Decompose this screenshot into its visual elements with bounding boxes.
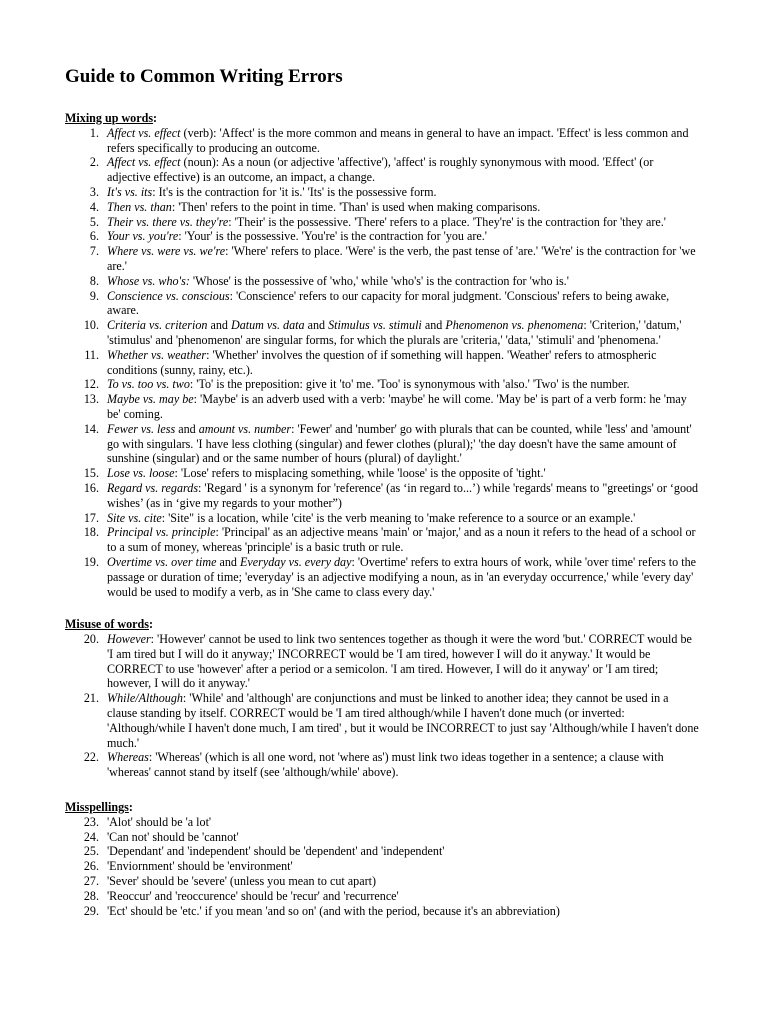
term-italic: Principal vs. principle [107, 525, 216, 540]
term-italic: It's vs. its [107, 184, 153, 199]
item-number: 8. [89, 273, 99, 288]
item-number: 28. [83, 888, 99, 903]
list-item [65, 889, 700, 904]
item-text-run: : 'Their' is the possessive. 'There' refers to a place. 'They're' is the contraction for 'they are.' [228, 214, 666, 229]
item-number: 11. [84, 347, 99, 362]
item-text-run: and [175, 421, 199, 436]
item-text-run: : 'Principal' as an adjective means 'main' or 'major,' and as a noun it refers to the head of a school or to a sum of money, whereas 'principle' is a basic truth or rule. [107, 525, 696, 555]
item-text-run: : 'Whereas' (which is all one word, not 'where as') must link two ideas together in a sentence; a clause with 'whereas' cannot stand by itself (see 'although/while' above). [107, 750, 664, 780]
item-text [107, 815, 700, 830]
list-item [65, 215, 700, 230]
term-italic: Site vs. cite [107, 510, 162, 525]
item-text [107, 377, 700, 392]
item-text [107, 632, 700, 691]
item-number: 17. [83, 510, 99, 525]
item-text [107, 348, 700, 378]
list-item [65, 200, 700, 215]
section-heading: Mixing up words: [65, 111, 158, 125]
section-1 [65, 111, 700, 599]
list-item [65, 185, 700, 200]
item-text-run: 'Sever' should be 'severe' (unless you mean to cut apart) [107, 874, 376, 889]
term-italic: To vs. too vs. two [107, 377, 190, 392]
list-item [65, 466, 700, 481]
document-sections [65, 111, 700, 918]
item-text [107, 555, 700, 599]
term-italic: Datum vs. data [230, 318, 305, 333]
item-text-run: 'Whose' is the possessive of 'who,' while 'who's' is the contraction for 'who is.' [189, 273, 569, 288]
item-text [107, 859, 700, 874]
item-number: 16. [83, 480, 99, 495]
section-heading-text: Mixing up words [65, 111, 154, 125]
item-text [107, 244, 700, 274]
section-2 [65, 617, 700, 780]
item-text-run: (noun): As a noun (or adjective 'affective'), 'affect' is roughly synonymous with mood. 'Effect' (or adjective effective) is an outcome, an impact, a change. [107, 155, 654, 185]
list-item [65, 422, 700, 466]
term-italic: Fewer vs. less [107, 421, 176, 436]
item-text-run: 'Alot' should be 'a lot' [107, 814, 212, 829]
item-text [107, 844, 700, 859]
item-text-run: (verb): 'Affect' is the more common and means in general to have an impact. 'Effect' is less common and refers specifically to producing an outcome. [107, 125, 689, 155]
term-italic: Affect vs. effect [107, 125, 181, 140]
term-italic: Then vs. than [107, 199, 172, 214]
list-item [65, 874, 700, 889]
item-number: 3. [89, 184, 99, 199]
section-heading: Misuse of words: [65, 617, 154, 632]
item-list [65, 632, 700, 780]
item-text [107, 200, 700, 215]
item-number: 20. [83, 632, 99, 647]
item-number: 22. [83, 750, 99, 765]
term-italic: Overtime vs. over time [107, 554, 217, 569]
item-text [107, 691, 700, 750]
item-text-run: and [207, 318, 231, 333]
term-italic: Stimulus vs. stimuli [328, 318, 422, 333]
item-text [107, 874, 700, 889]
section-3 [65, 800, 700, 918]
term-italic: Affect vs. effect [107, 155, 181, 170]
item-text-run: : It's is the contraction for 'it is.' 'Its' is the possessive form. [152, 184, 437, 199]
item-text-run: and [216, 554, 240, 569]
section-heading-text: Misuse of words [65, 617, 149, 632]
item-number: 13. [83, 392, 99, 407]
item-text [107, 904, 700, 919]
list-item [65, 274, 700, 289]
item-number: 29. [83, 903, 99, 918]
item-text [107, 185, 700, 200]
item-number: 27. [83, 874, 99, 889]
term-italic: Whose vs. who's: [107, 273, 190, 288]
item-text [107, 126, 700, 156]
list-item [65, 525, 700, 555]
item-text-run: : 'While' and 'although' are conjunctions and must be linked to another idea; they cannot be used in a clause standing by itself. CORRECT would be 'I am tired although/while I haven't done much (or inverted: 'Although/while I haven't done much, I am tired' , but it would be INCORRECT to just say 'Although/while I haven't done much.' [107, 691, 699, 750]
item-number: 26. [83, 859, 99, 874]
section-heading: Misspellings: [65, 800, 133, 815]
item-text [107, 274, 700, 289]
item-text [107, 830, 700, 845]
item-number: 25. [83, 844, 99, 859]
item-number: 23. [83, 814, 99, 829]
list-item [65, 289, 700, 319]
item-text [107, 889, 700, 904]
term-italic: Where vs. were vs. we're [107, 244, 226, 259]
list-item [65, 126, 700, 156]
item-number: 5. [89, 214, 99, 229]
item-number: 4. [89, 199, 99, 214]
item-text-run: : 'To' is the preposition: give it 'to' me. 'Too' is synonymous with 'also.' 'Two' is the number. [189, 377, 630, 392]
item-text-run: : 'Conscience' refers to our capacity for moral judgment. 'Conscious' refers to being awake, aware. [107, 288, 670, 318]
list-item [65, 830, 700, 845]
item-number: 24. [83, 829, 99, 844]
list-item [65, 348, 700, 378]
item-text-run: : 'Where' refers to place. 'Were' is the verb, the past tense of 'are.' 'We're' is the contraction for 'we are.' [107, 244, 696, 273]
item-text [107, 318, 700, 348]
list-item [65, 904, 700, 919]
item-text [107, 750, 700, 780]
item-text-run: : 'Overtime' refers to extra hours of work, while 'over time' refers to the passage or duration of time; 'everyday' is an adjective modifying a noun, as in 'an everyday occurrence,' while 'every day' would be used to modify a verb, as in 'She came to class every day.' [107, 554, 697, 599]
list-item [65, 844, 700, 859]
item-text [107, 289, 700, 319]
list-item [65, 377, 700, 392]
document-title: Guide to Common Writing Errors [65, 66, 343, 87]
list-item [65, 155, 700, 185]
term-italic: Whereas [107, 750, 149, 765]
item-text-run: : 'Fewer' and 'number' go with plurals that can be counted, while 'less' and 'amount' go with singulars. 'I have less clothing (singular) and fewer clothes (plural);' 'the day doesn't have the same amount of sunshine (singular) and or the same number of hours (plural) of daylight.' [107, 421, 692, 466]
item-number: 15. [83, 466, 99, 481]
item-text-run: : 'Criterion,' 'datum,' 'stimulus' and 'phenomenon' are singular forms, for which the plurals are 'criteria,' 'data,' 'stimuli' and 'phenomena.' [107, 318, 682, 347]
item-number: 12. [83, 377, 99, 392]
item-number: 18. [83, 525, 99, 540]
list-item [65, 691, 700, 750]
item-list [65, 815, 700, 919]
item-text [107, 392, 700, 422]
item-text-run: : 'Then' refers to the point in time. 'Than' is used when making comparisons. [171, 199, 541, 214]
term-italic: Conscience vs. conscious [107, 288, 230, 303]
item-text [107, 215, 700, 230]
list-item [65, 859, 700, 874]
term-italic: Regard vs. regards [107, 480, 199, 495]
list-item [65, 632, 700, 691]
item-text [107, 481, 700, 511]
item-text-run: : 'Site" is a location, while 'cite' is the verb meaning to 'make reference to a source or an example.' [161, 510, 636, 525]
list-item [65, 750, 700, 780]
term-italic: Your vs. you're [107, 229, 179, 244]
list-item [65, 392, 700, 422]
item-text-run: : 'Whether' involves the question of if something will happen. 'Weather' refers to atmospheric conditions (sunny, rainy, etc.). [107, 347, 657, 377]
list-item [65, 229, 700, 244]
item-text-run: 'Enviornment' should be 'environment' [107, 859, 293, 874]
term-italic: Everyday vs. every day [240, 554, 352, 569]
item-text-run: : 'Lose' refers to misplacing something, while 'loose' is the opposite of 'tight.' [174, 466, 546, 481]
item-text [107, 422, 700, 466]
item-text-run: : 'Your' is the possessive. 'You're' is the contraction for 'you are.' [178, 229, 487, 244]
item-text [107, 466, 700, 481]
item-text-run: : 'Regard ' is a synonym for 'reference' (as ‘in regard to...’) while 'regards' means to "greetings' or ‘good wishes’ (as in ‘give my regards to your mother”) [107, 480, 699, 510]
list-item [65, 318, 700, 348]
item-text [107, 155, 700, 185]
list-item [65, 815, 700, 830]
item-text-run: 'Can not' should be 'cannot' [107, 829, 239, 844]
item-number: 6. [89, 229, 99, 244]
list-item [65, 555, 700, 599]
list-item [65, 244, 700, 274]
item-number: 2. [89, 155, 99, 170]
item-number: 10. [83, 318, 99, 333]
item-text [107, 511, 700, 526]
term-italic: While/Although [107, 691, 183, 706]
item-text-run: 'Ect' should be 'etc.' if you mean 'and so on' (and with the period, because it's an abbreviation) [107, 903, 560, 918]
item-number: 9. [89, 288, 99, 303]
item-text [107, 525, 700, 555]
item-number: 7. [89, 244, 99, 259]
section-heading-text: Misspellings [65, 800, 129, 815]
item-text-run: : 'Maybe' is an adverb used with a verb: 'maybe' he will come. 'May be' is part of a verb form: he 'may be' coming. [107, 392, 687, 421]
term-italic: amount vs. number [198, 421, 292, 436]
item-text [107, 229, 700, 244]
term-italic: Their vs. there vs. they're [107, 214, 229, 229]
term-italic: Lose vs. loose [107, 466, 175, 481]
term-italic: Whether vs. weather [107, 347, 207, 362]
item-list [65, 126, 700, 600]
item-number: 21. [83, 691, 99, 706]
item-number: 19. [83, 554, 99, 569]
item-text-run: : 'However' cannot be used to link two sentences together as though it were the word 'but.' CORRECT would be 'I am tired but I will do it anyway;' INCORRECT would be 'I am tired, however I will do it anyway.' It would be CORRECT to use 'however' after a period or a semicolon. 'I am tired. However, I will do it anyway' or 'I am tired; however, I will do it anyway.' [107, 632, 692, 691]
term-italic: Maybe vs. may be [107, 392, 194, 407]
item-number: 1. [89, 125, 99, 140]
item-text-run: 'Dependant' and 'independent' should be 'dependent' and 'independent' [107, 844, 445, 859]
item-text-run: and [421, 318, 446, 333]
list-item [65, 481, 700, 511]
item-text-run: 'Reoccur' and 'reoccurence' should be 'recur' and 'recurrence' [107, 888, 399, 903]
term-italic: Criteria vs. criterion [107, 318, 208, 333]
item-text-run: and [304, 318, 329, 333]
item-number: 14. [83, 421, 99, 436]
term-italic: However [107, 632, 151, 647]
list-item [65, 511, 700, 526]
term-italic: Phenomenon vs. phenomena [445, 318, 584, 333]
